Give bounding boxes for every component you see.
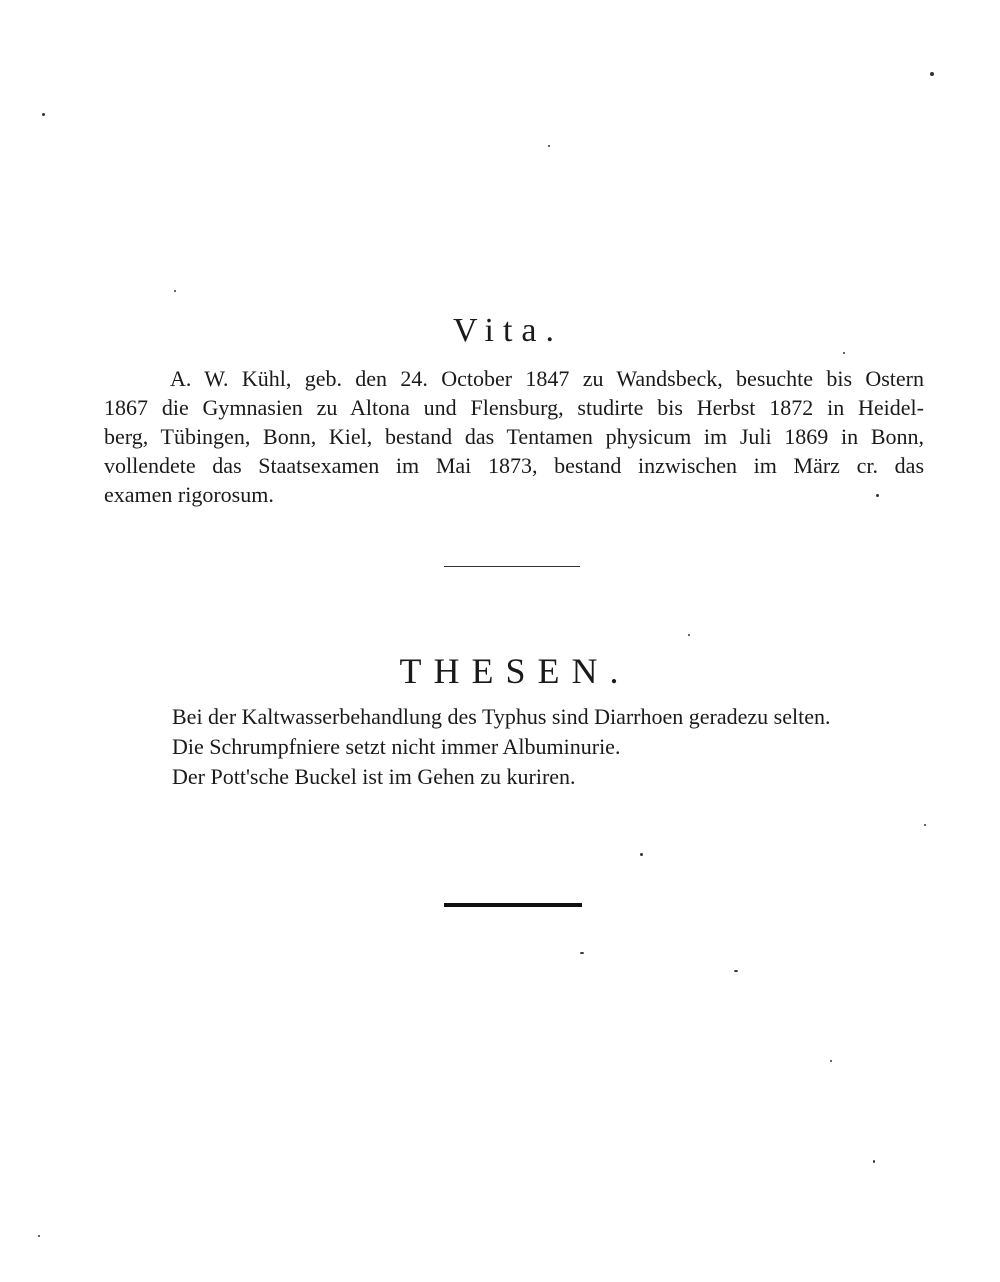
- vita-line: examen rigorosum.: [104, 482, 274, 507]
- closing-rule: [444, 903, 582, 907]
- speck: [640, 853, 643, 856]
- vita-line: berg, Tübingen, Bonn, Kiel, bestand das Tentamen physicum im Juli 1869 in Bonn,: [104, 424, 924, 449]
- speck: [734, 970, 738, 972]
- speck: [830, 1060, 832, 1062]
- vita-paragraph: [104, 364, 924, 509]
- speck: [688, 634, 690, 636]
- speck: [873, 1160, 875, 1163]
- thesis-item: Der Pott'sche Buckel ist im Gehen zu kuriren.: [172, 764, 576, 789]
- speck: [38, 1235, 40, 1237]
- thesen-list: [172, 702, 830, 792]
- section-divider: [444, 566, 580, 567]
- speck: [924, 824, 926, 826]
- speck: [548, 145, 550, 147]
- thesis-item: Die Schrumpfniere setzt nicht immer Albuminurie.: [172, 734, 621, 759]
- thesis-item: Bei der Kaltwasserbehandlung des Typhus sind Diarrhoen geradezu selten.: [172, 704, 831, 729]
- vita-line: vollendete das Staatsexamen im Mai 1873, bestand inzwischen im März cr. das: [104, 453, 924, 478]
- thesen-heading: THESEN.: [399, 651, 631, 691]
- speck: [174, 290, 176, 292]
- vita-heading: Vita.: [453, 312, 563, 349]
- speck: [42, 113, 45, 116]
- speck: [876, 494, 879, 497]
- speck: [843, 352, 845, 354]
- vita-line: A. W. Kühl, geb. den 24. October 1847 zu Wandsbeck, besuchte bis Ostern: [170, 366, 924, 391]
- speck: [580, 952, 584, 954]
- speck: [930, 72, 934, 76]
- vita-line: 1867 die Gymnasien zu Altona und Flensburg, studirte bis Herbst 1872 in Heidel-: [104, 395, 924, 420]
